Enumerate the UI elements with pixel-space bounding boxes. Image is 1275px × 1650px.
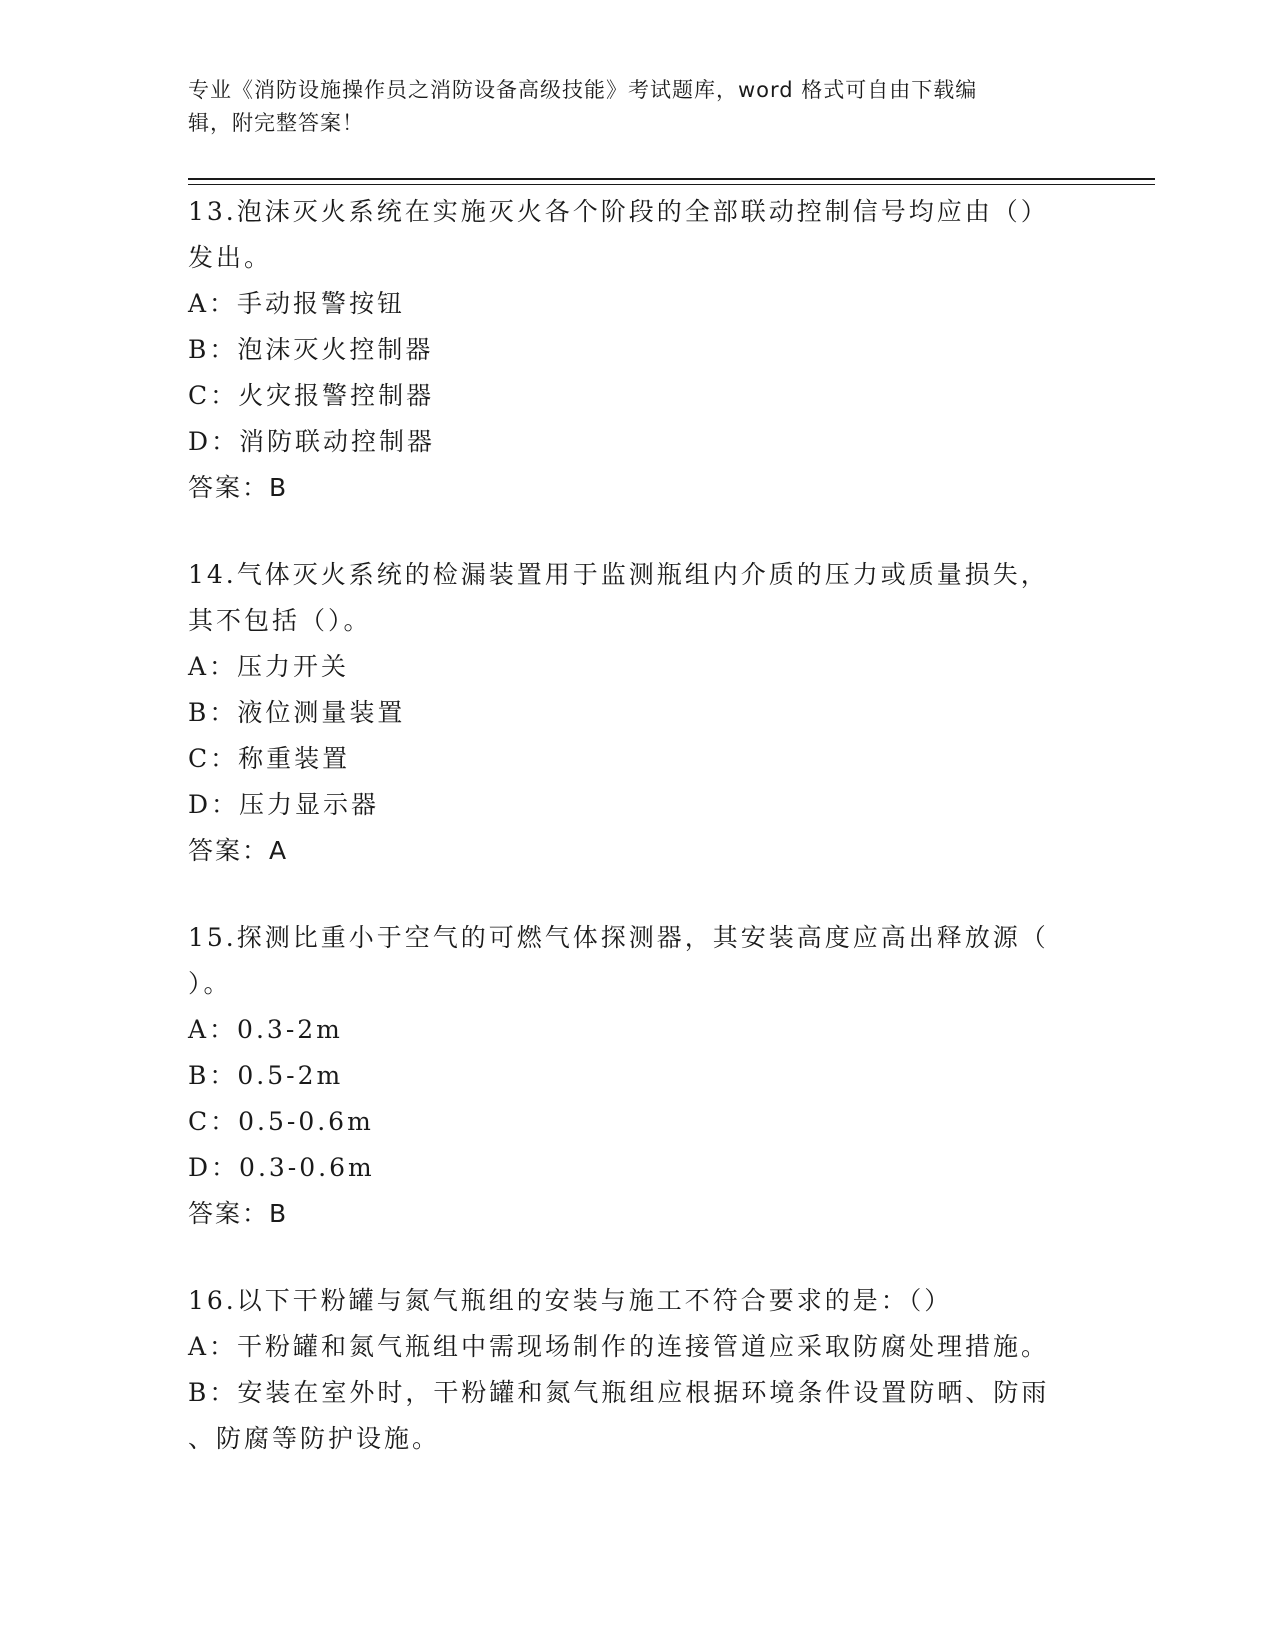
question-13 [188,189,1088,511]
header-line-1: 专业《消防设施操作员之消防设备高级技能》考试题库，word 格式可自由下载编 [188,78,978,102]
answer: 答案：B [188,473,289,502]
question-stem-continued: 其不包括（）。 [188,606,372,635]
option-d: D：0.3-0.6m [188,1153,375,1182]
option-b: B：泡沫灭火控制器 [188,335,434,364]
question-stem: 13.泡沫灭火系统在实施灭火各个阶段的全部联动控制信号均应由（） [188,197,1049,226]
option-d: D：消防联动控制器 [188,427,436,456]
question-stem-continued: ）。 [188,969,232,998]
option-b-continued: 、防腐等防护设施。 [188,1424,441,1453]
option-b: B：安装在室外时，干粉罐和氮气瓶组应根据环境条件设置防晒、防雨 [188,1378,1050,1407]
question-14 [188,552,1088,874]
option-c: C：0.5-0.6m [188,1107,374,1136]
question-stem: 15.探测比重小于空气的可燃气体探测器，其安装高度应高出释放源（ [188,923,1049,952]
option-a: A：干粉罐和氮气瓶组中需现场制作的连接管道应采取防腐处理措施。 [188,1332,1050,1361]
option-b: B：0.5-2m [188,1061,344,1090]
header-line-2: 辑，附完整答案！ [188,111,364,135]
option-a: A：压力开关 [188,652,350,681]
option-c: C：火灾报警控制器 [188,381,435,410]
question-15 [188,915,1088,1237]
option-d: D：压力显示器 [188,790,380,819]
option-b: B：液位测量装置 [188,698,406,727]
document-header [188,74,1068,140]
question-stem: 16.以下干粉罐与氮气瓶组的安装与施工不符合要求的是：（） [188,1286,953,1315]
answer: 答案：B [188,1199,289,1228]
option-a: A：手动报警按钮 [188,289,406,318]
header-divider-thin [188,184,1155,185]
question-stem-continued: 发出。 [188,243,273,272]
question-stem: 14.气体灭火系统的检漏装置用于监测瓶组内介质的压力或质量损失， [188,560,1049,589]
question-16 [188,1278,1088,1462]
answer: 答案：A [188,836,289,865]
option-c: C：称重装置 [188,744,351,773]
option-a: A：0.3-2m [188,1015,343,1044]
header-divider-thick [188,178,1155,180]
